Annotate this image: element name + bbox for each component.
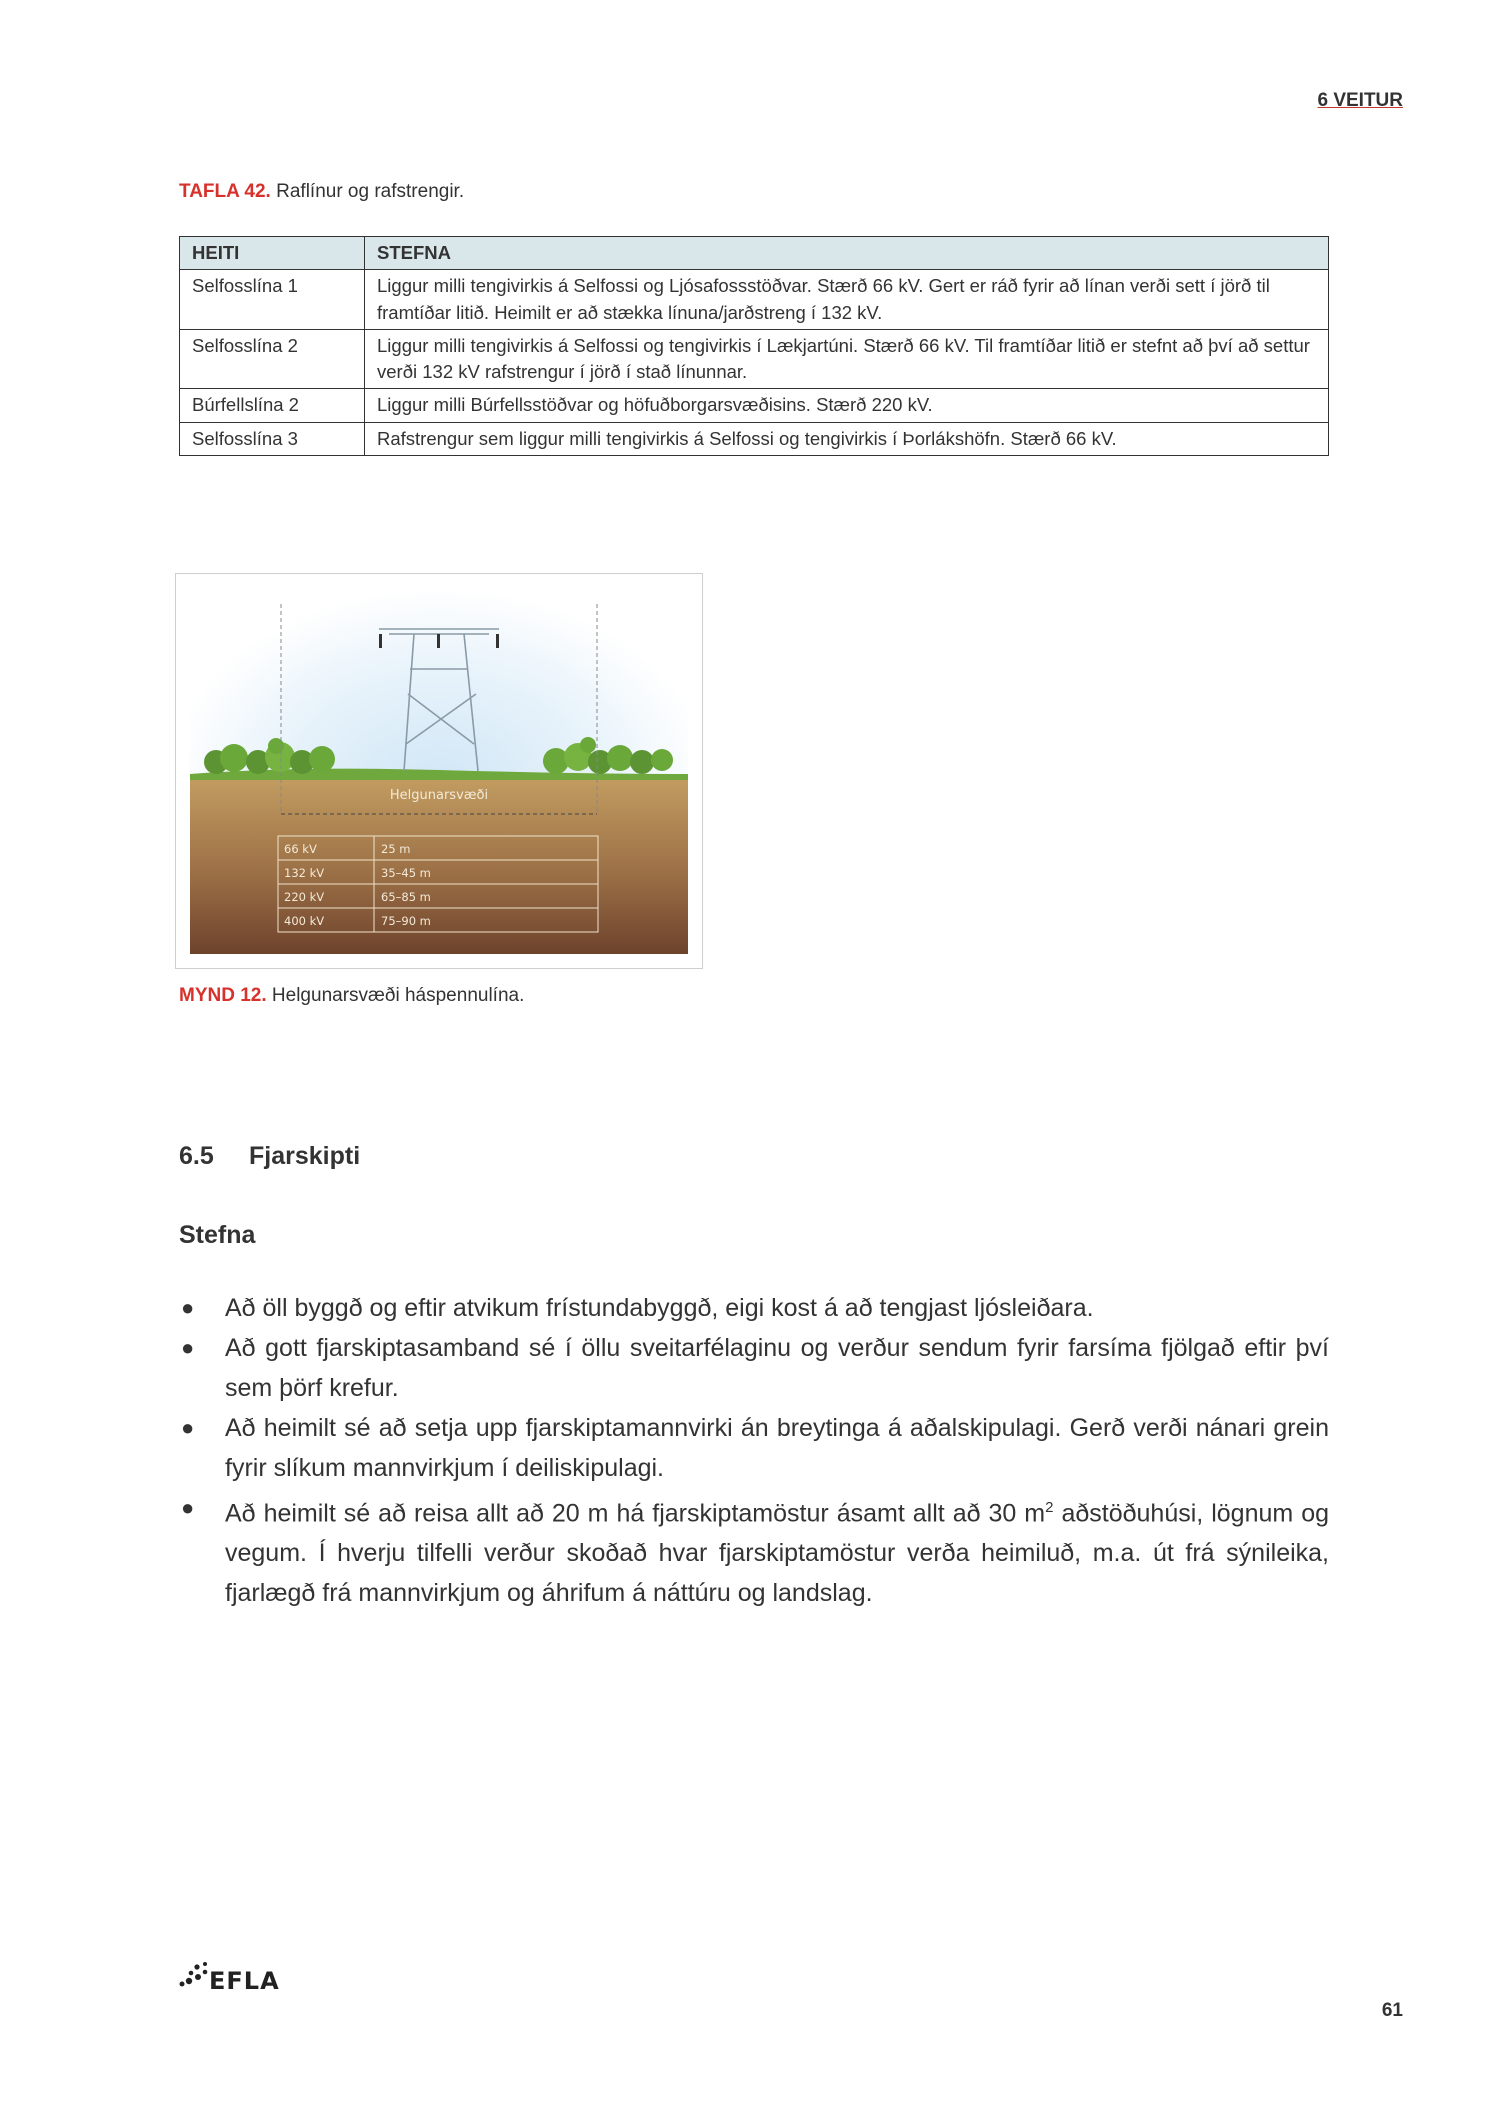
bullet-icon: ● bbox=[181, 1335, 195, 1360]
list-item-text-a: Að heimilt sé að reisa allt að 20 m há fjarskiptamöstur ásamt allt að 30 m bbox=[225, 1499, 1046, 1528]
section-header: 6 VEITUR bbox=[1317, 90, 1403, 111]
voltage-cell: 132 kV bbox=[284, 866, 325, 880]
line-name: Selfosslína 3 bbox=[180, 422, 365, 455]
list-item bbox=[179, 1288, 1329, 1328]
line-policy: Liggur milli Búrfellsstöðvar og höfuðborgarsvæðisins. Stærð 220 kV. bbox=[365, 389, 1329, 422]
column-header-policy: STEFNA bbox=[365, 237, 1329, 270]
line-name: Selfosslína 2 bbox=[180, 329, 365, 389]
table-caption-text: Raflínur og rafstrengir. bbox=[270, 181, 465, 202]
list-item-text: Að öll byggð og eftir atvikum frístundabyggð, eigi kost á að tengjast ljósleiðara. bbox=[225, 1294, 1094, 1322]
page-number: 61 bbox=[1381, 2000, 1403, 2021]
figure-caption bbox=[179, 985, 524, 1007]
table-row bbox=[180, 329, 1329, 389]
voltage-cell: 66 kV bbox=[284, 842, 317, 856]
efla-logo bbox=[178, 1955, 298, 2000]
bullet-icon: ● bbox=[181, 1415, 195, 1440]
list-item bbox=[179, 1488, 1329, 1613]
figure-caption-text: Helgunarsvæði háspennulína. bbox=[266, 985, 525, 1006]
line-policy: Rafstrengur sem liggur milli tengivirkis á Selfossi og tengivirkis í Þorlákshöfn. Stærð 66 kV. bbox=[365, 422, 1329, 455]
voltage-cell: 400 kV bbox=[284, 914, 325, 928]
table-row bbox=[180, 270, 1329, 330]
distance-cell: 25 m bbox=[381, 842, 411, 856]
line-policy: Liggur milli tengivirkis á Selfossi og tengivirkis í Lækjartúni. Stærð 66 kV. Til framtíðar litið er stefnt að því að settur verði 132 kV rafstrengur í jörð í stað línunnar. bbox=[365, 329, 1329, 389]
table-caption bbox=[179, 181, 464, 203]
safety-zone-figure bbox=[175, 573, 703, 969]
distance-cell: 75–90 m bbox=[381, 914, 431, 928]
superscript: 2 bbox=[1045, 1499, 1054, 1516]
list-item bbox=[179, 1408, 1329, 1488]
list-item-text-b: aðstöðuhúsi, lögnum og vegum. Í hverju tilfelli verður skoðað hvar fjarskiptamöstur verða heimiluð, m.a. út frá sýnileika, fjarlægð frá mannvirkjum og áhrifum á náttúru og landslag. bbox=[225, 1499, 1329, 1608]
list-item-text: Að gott fjarskiptasamband sé í öllu sveitarfélaginu og verður sendum fyrir farsíma fjölgað eftir því sem þörf krefur. bbox=[225, 1334, 1329, 1402]
bullet-icon: ● bbox=[181, 1495, 195, 1520]
power-lines-table bbox=[179, 236, 1329, 456]
bullet-icon: ● bbox=[181, 1295, 195, 1320]
table-row bbox=[180, 422, 1329, 455]
figure-caption-label: MYND 12. bbox=[179, 985, 267, 1006]
list-item bbox=[179, 1328, 1329, 1408]
distance-cell: 35–45 m bbox=[381, 866, 431, 880]
zone-label: Helgunarsvæði bbox=[389, 788, 489, 803]
column-header-name: HEITI bbox=[180, 237, 365, 270]
distance-cell: 65–85 m bbox=[381, 890, 431, 904]
table-row bbox=[180, 389, 1329, 422]
line-policy: Liggur milli tengivirkis á Selfossi og Ljósafossstöðvar. Stærð 66 kV. Gert er ráð fyrir að línan verði sett í jörð til framtíðar litið. Heimilt er að stækka línuna/jarðstreng í 132 kV. bbox=[365, 270, 1329, 330]
logo-text: EFLA bbox=[209, 1967, 280, 1995]
safety-zone-illustration bbox=[176, 574, 702, 968]
section-heading bbox=[179, 1142, 360, 1171]
line-name: Búrfellslína 2 bbox=[180, 389, 365, 422]
line-name: Selfosslína 1 bbox=[180, 270, 365, 330]
list-item-text: Að heimilt sé að setja upp fjarskiptamannvirki án breytinga á aðalskipulagi. Gerð verði nánari grein fyrir slíkum mannvirkjum í deiliskipulagi. bbox=[225, 1414, 1329, 1482]
section-number: 6.5 bbox=[179, 1142, 214, 1170]
section-title: Fjarskipti bbox=[249, 1142, 361, 1170]
policy-list bbox=[179, 1288, 1329, 1613]
table-header-row bbox=[180, 237, 1329, 270]
subheading: Stefna bbox=[179, 1221, 256, 1249]
table-caption-label: TAFLA 42. bbox=[179, 181, 271, 202]
voltage-cell: 220 kV bbox=[284, 890, 325, 904]
